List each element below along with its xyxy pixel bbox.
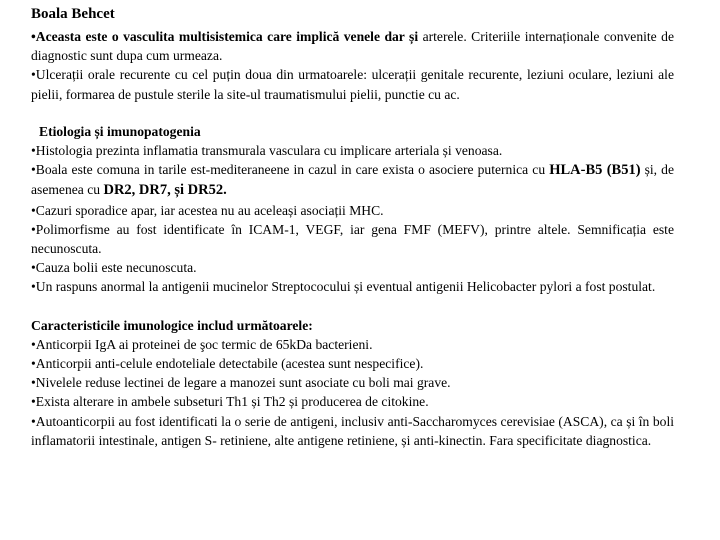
immunology-bullet-4: •Exista alterare in ambele subseturi Th1 și Th2 și producerea de citokine.	[31, 394, 429, 410]
document-body	[31, 4, 674, 450]
intro-paragraph-1	[31, 27, 674, 65]
intro-paragraph-2: •Ulcerații orale recurente cu cel puțin doua din urmatoarele: ulcerații genitale recurente, leziuni oculare, leziuni ale pielii, formarea de pustule sterile la site-ul traumatismului pielii, punctie cu ac.	[31, 67, 674, 102]
etiology-bullet-6: •Un raspuns anormal la antigenii mucinelor Streptococului și eventual antigenii Helicobacter pylori a fost postulat.	[31, 279, 656, 295]
immunology-bullet-5: •Autoanticorpii au fost identificati la o serie de antigeni, inclusiv anti-Saccharomyces cerevisiae (ASCA), ca și în boli inflamatorii intestinale, antigen S- retiniene, alte antigene retiniene, și anti-kinectin. Fara specificitate diagnostica.	[31, 413, 674, 448]
page-title: Boala Behcet	[31, 6, 115, 22]
etiology-bullet-2	[31, 160, 674, 200]
hla-b5-text: HLA-B5 (B51)	[549, 162, 641, 179]
immunology-bullet-1: •Anticorpii IgA ai proteinei de şoc termic de 65kDa bacterieni.	[31, 336, 373, 352]
spacer	[31, 104, 674, 122]
spacer	[31, 297, 674, 316]
etiology-bullet-5: •Cauza bolii este necunoscuta.	[31, 260, 197, 276]
etiology-bullet-1: •Histologia prezinta inflamatia transmurala vasculara cu implicare arteriala și venoasa.	[31, 143, 503, 159]
dr-alleles-text: DR2, DR7, și DR52.	[103, 182, 227, 199]
etiology-bullet-2-text-b: și, de asemenea cu	[31, 162, 675, 198]
intro-rest-text: arterele. Criteriile internaționale convenite de diagnostic sunt dupa cum urmeaza.	[31, 29, 675, 64]
immunology-heading: Caracteristicile imunologice includ următoarele:	[31, 317, 313, 333]
etiology-heading: Etiologia și imunopatogenia	[39, 123, 201, 139]
immunology-bullet-3: •Nivelele reduse lectinei de legare a manozei sunt asociate cu boli mai grave.	[31, 375, 451, 391]
etiology-bullet-4: •Polimorfisme au fost identificate în ICAM-1, VEGF, iar gena FMF (MEFV), printre altele. Semnificația este necunoscuta.	[31, 221, 674, 257]
etiology-bullet-2-text-a: •Boala este comuna in tarile est-mediteraneene in cazul in care exista o asociere puternica cu	[31, 162, 550, 178]
intro-bold-text: •Aceasta este o vasculita multisistemica care implică venele dar și	[31, 29, 419, 44]
etiology-bullet-3: •Cazuri sporadice apar, iar acestea nu au aceleași asociații MHC.	[31, 202, 384, 218]
immunology-bullet-2: •Anticorpii anti-celule endoteliale detectabile (acestea sunt nespecifice).	[31, 356, 424, 372]
